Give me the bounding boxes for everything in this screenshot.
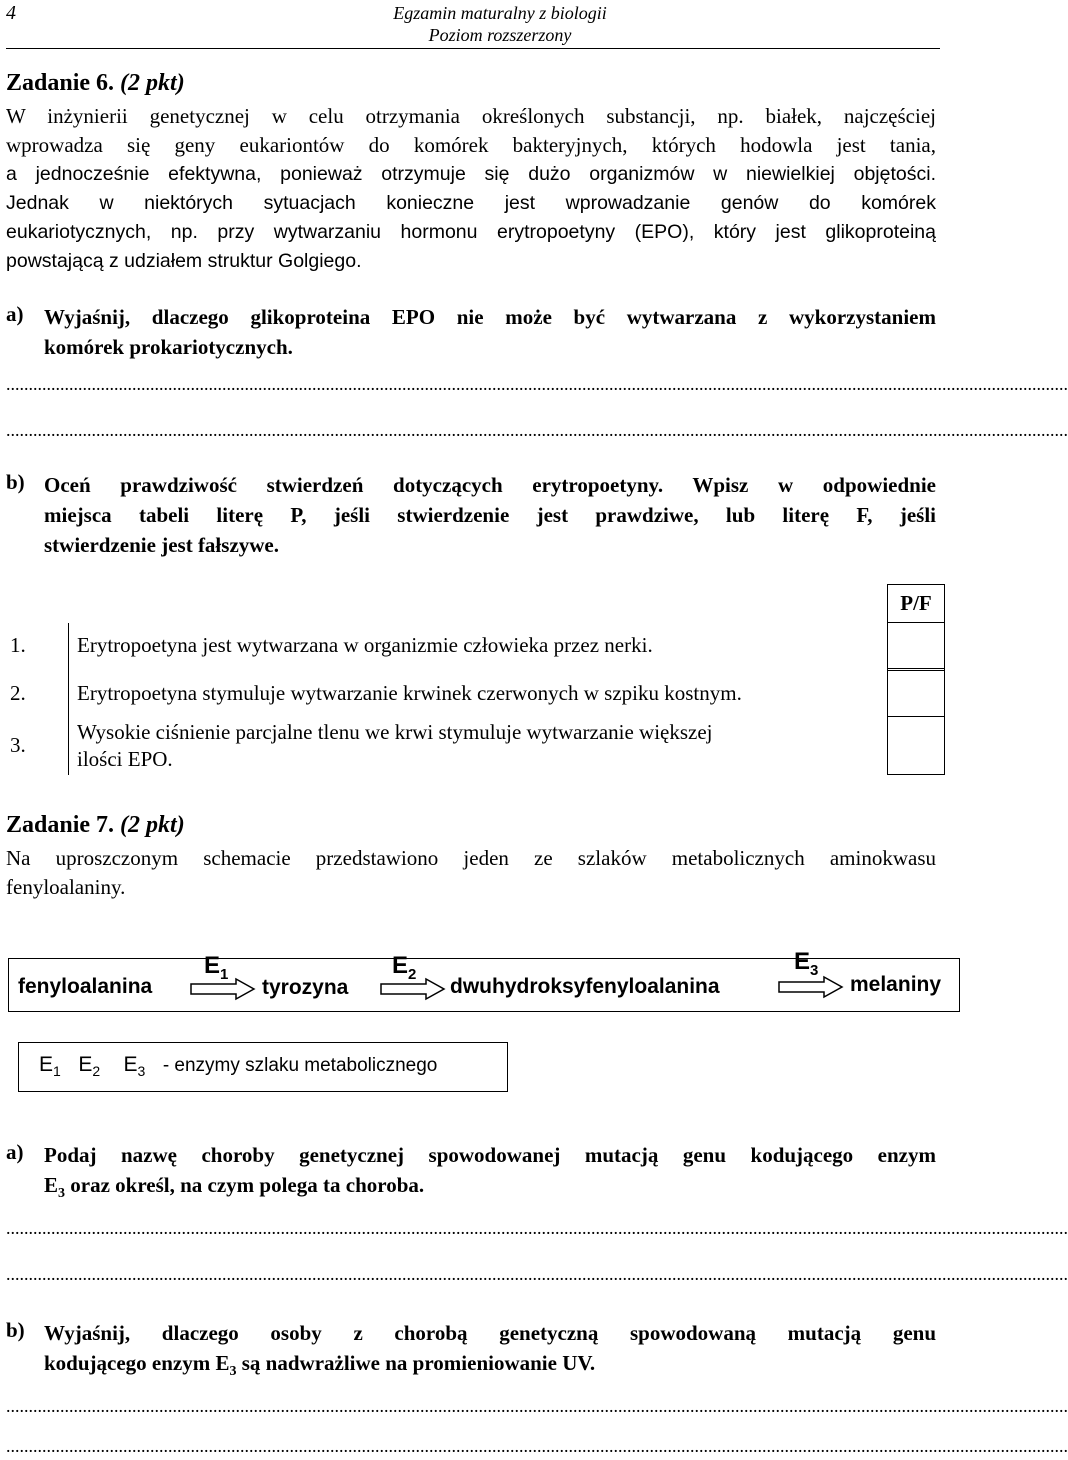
header-title-line1: Egzamin maturalny z biologii: [393, 3, 607, 23]
task7-intro: [6, 844, 936, 902]
legend-description: - enzymy szlaku metabolicznego: [162, 1055, 438, 1076]
task6-intro-line: W inżynierii genetycznej w celu otrzymania określonych substancji, np. białek, najczęściej: [6, 104, 936, 128]
table-row-statement: Erytropoetyna stymuluje wytwarzanie krwinek czerwonych w szpiku kostnym.: [69, 671, 888, 717]
task6-question-a-label: a): [6, 302, 24, 326]
table-header-pf: P/F: [888, 585, 945, 623]
task6-intro-line: eukariotycznych, np. przy wytwarzaniu hormonu erytropoetyny (EPO), który jest glikoproteiną: [6, 221, 936, 243]
enzyme-letter: E: [204, 952, 221, 979]
task7-question-a: [44, 1140, 936, 1209]
table-row-statement-line: Wysokie ciśnienie parcjalne tlenu we krwi stymuluje wytwarzanie większej: [77, 719, 713, 744]
answer-line[interactable]: ............................................................................................................................................................................................................................................: [6, 1218, 1068, 1238]
enzyme-subscript: 1: [220, 965, 229, 983]
answer-cell[interactable]: [888, 671, 945, 717]
task7-question-b-start: kodującego enzym E: [44, 1351, 230, 1375]
answer-line[interactable]: ............................................................................................................................................................................................................................................: [6, 420, 1068, 440]
task6-question-b: [44, 470, 936, 560]
true-false-table: [6, 584, 945, 775]
legend-enzyme: E: [39, 1053, 54, 1076]
answer-cell[interactable]: [888, 717, 945, 775]
task7-question-b: [44, 1318, 936, 1387]
legend-text: [39, 1053, 437, 1079]
task6-intro-line: wprowadza się geny eukariontów do komórek bakteryjnych, których hodowla jest tania,: [6, 133, 936, 157]
enzyme-subscript: 2: [408, 965, 417, 983]
task6-question-a-line: komórek prokariotycznych.: [44, 335, 293, 359]
enzyme-letter: E: [794, 948, 811, 975]
enzyme-subscript: 3: [58, 1186, 66, 1202]
task7-intro-line: Na uproszczonym schemacie przedstawiono jeden ze szlaków metabolicznych aminokwasu: [6, 846, 936, 870]
enzyme-legend: [18, 1042, 508, 1092]
task7-question-b-rest: są nadwrażliwe na promieniowanie UV.: [236, 1351, 596, 1375]
arrow-icon: [778, 976, 844, 998]
table-row: [6, 717, 945, 775]
enzyme-letter: E: [392, 952, 409, 979]
table-header-row: [6, 585, 945, 623]
answer-line[interactable]: ............................................................................................................................................................................................................................................: [6, 1264, 1068, 1284]
answer-cell[interactable]: [888, 623, 945, 669]
task7-title: [6, 812, 185, 839]
compound-label: dwuhydroksyfenyloalanina: [450, 975, 720, 998]
table-row: [6, 623, 945, 669]
enzyme-letter: E: [44, 1173, 59, 1197]
task7-question-a-rest: oraz określ, na czym polega ta choroba.: [65, 1173, 425, 1197]
task6-title: [6, 70, 185, 97]
task7-intro-line: fenyloalaniny.: [6, 875, 126, 899]
header-divider: [6, 48, 940, 49]
compound-label: fenyloalanina: [18, 975, 153, 998]
task7-question-b-label: b): [6, 1318, 25, 1342]
task6-intro-line: Jednak w niektórych sytuacjach konieczne jest wprowadzanie genów do komórek: [6, 192, 936, 214]
task7-title-label: Zadanie 7.: [6, 812, 121, 838]
enzyme-subscript: 3: [229, 1364, 237, 1380]
legend-enzyme-sub: 3: [137, 1063, 146, 1080]
page-number: 4: [6, 2, 16, 24]
answer-line[interactable]: ............................................................................................................................................................................................................................................: [6, 1396, 1068, 1416]
legend-enzyme-sub: 2: [92, 1063, 101, 1080]
table-row-statement: [69, 717, 888, 775]
task6-question-b-line: Oceń prawdziwość stwierdzeń dotyczących erytropoetyny. Wpisz w odpowiednie: [44, 473, 936, 497]
legend-enzyme: E: [78, 1053, 93, 1076]
task6-intro-line: a jednocześnie efektywna, ponieważ otrzymuje się dużo organizmów w niewielkiej objętości.: [6, 163, 936, 185]
task6-title-points: (2 pkt): [120, 70, 185, 96]
task6-question-b-line: stwierdzenie jest fałszywe.: [44, 533, 279, 557]
header-title-line2: Poziom rozszerzony: [428, 25, 572, 45]
header-title: [300, 2, 700, 46]
legend-enzyme-sub: 1: [53, 1063, 61, 1080]
task6-intro-line: powstającą z udziałem struktur Golgiego.: [6, 250, 362, 272]
table-row-statement: Erytropoetyna jest wytwarzana w organizmie człowieka przez nerki.: [69, 623, 888, 669]
answer-line[interactable]: ............................................................................................................................................................................................................................................: [6, 1436, 1068, 1456]
enzyme-label: [794, 948, 818, 979]
compound-label: tyrozyna: [262, 976, 349, 999]
task6-title-label: Zadanie 6.: [6, 70, 121, 96]
task6-question-b-line: miejsca tabeli literę P, jeśli stwierdzenie jest prawdziwe, lub literę F, jeśli: [44, 503, 936, 527]
task6-question-a: [44, 302, 936, 362]
table-row-number: 1.: [10, 633, 26, 657]
legend-enzyme: E: [123, 1053, 138, 1076]
task7-title-points: (2 pkt): [120, 812, 185, 838]
compound-label: melaniny: [850, 973, 942, 996]
task7-question-b-line: Wyjaśnij, dlaczego osoby z chorobą genetyczną spowodowaną mutacją genu: [44, 1321, 936, 1345]
task7-question-b-line: [44, 1348, 936, 1387]
table-row-number: 3.: [10, 733, 26, 757]
arrow-icon: [190, 978, 256, 1000]
arrow-icon: [380, 978, 446, 1000]
task6-question-b-label: b): [6, 470, 25, 494]
table-row: [6, 671, 945, 717]
task6-question-a-line: Wyjaśnij, dlaczego glikoproteina EPO nie może być wytwarzana z wykorzystaniem: [44, 305, 936, 329]
task7-question-a-line: [44, 1170, 936, 1209]
table-row-number: 2.: [10, 681, 26, 705]
enzyme-subscript: 3: [810, 961, 819, 979]
task6-intro: [6, 102, 936, 276]
task7-question-a-line: Podaj nazwę choroby genetycznej spowodowanej mutacją genu kodującego enzym: [44, 1143, 936, 1167]
table-row-statement-line: ilości EPO.: [77, 746, 173, 771]
task7-question-a-label: a): [6, 1140, 24, 1164]
answer-line[interactable]: ............................................................................................................................................................................................................................................: [6, 374, 1068, 394]
